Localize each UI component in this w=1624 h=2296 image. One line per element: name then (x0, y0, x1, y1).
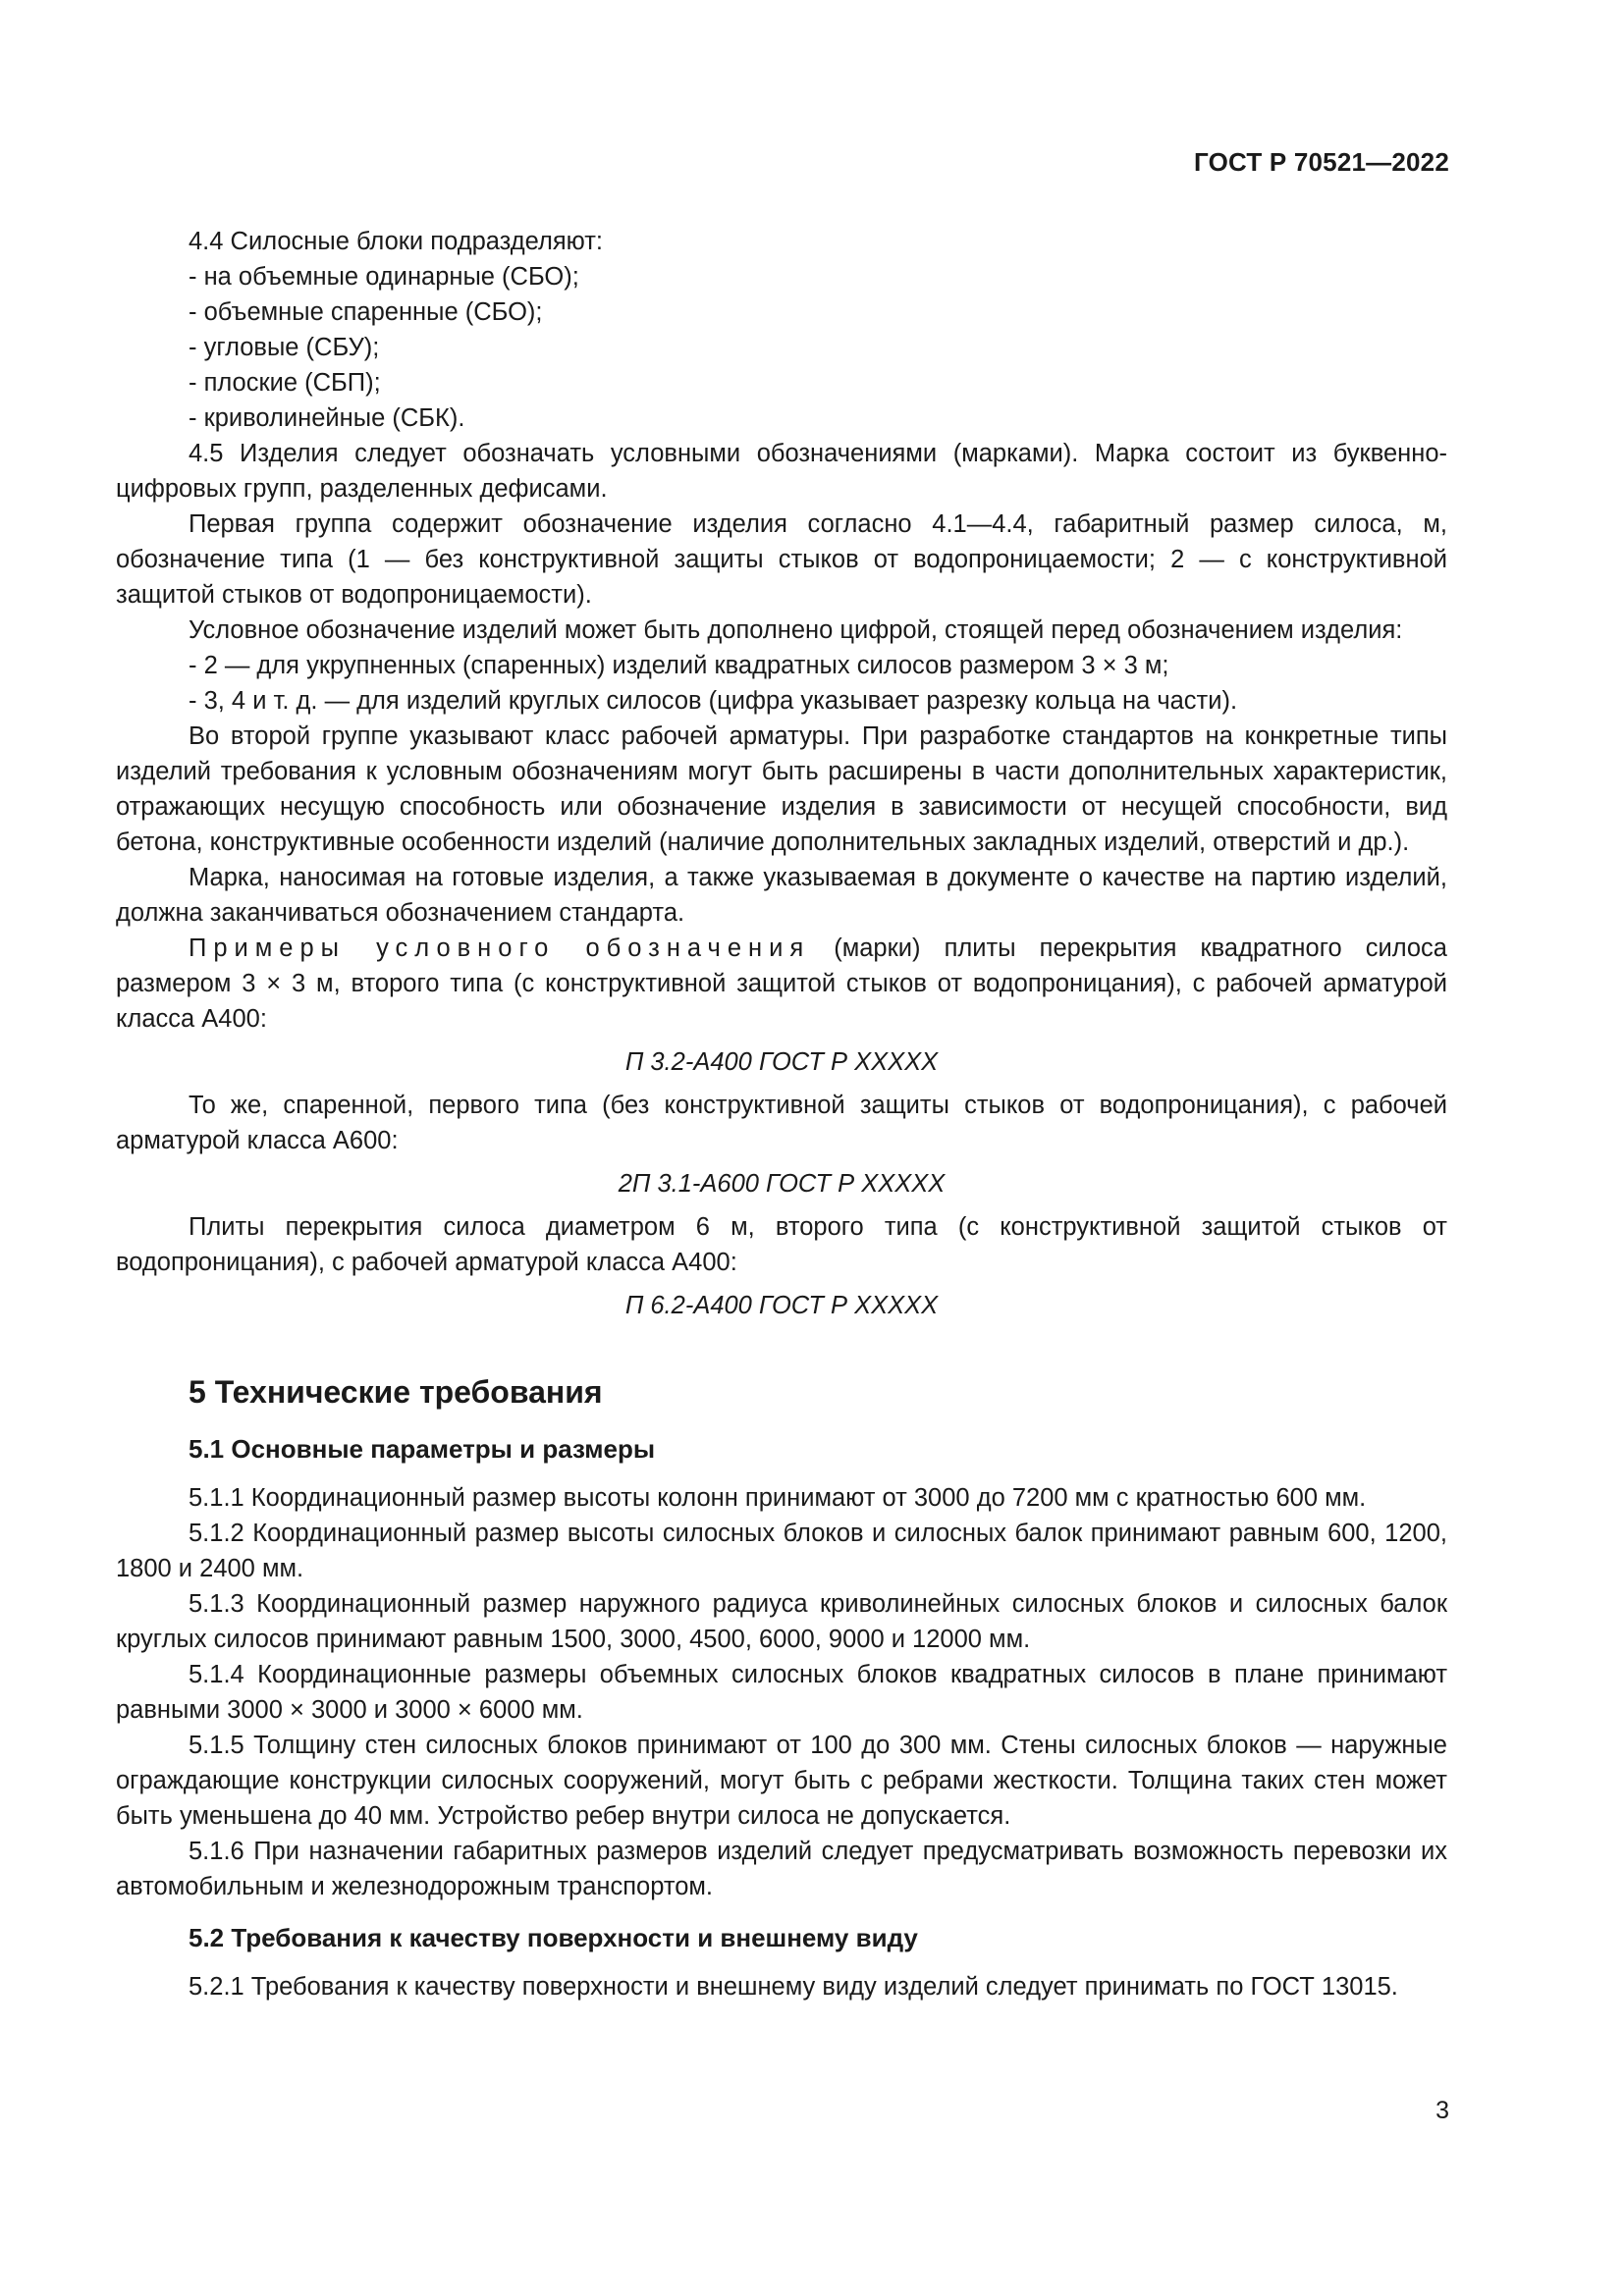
clause-paragraph: 5.1.4 Координационные размеры объемных силосных блоков квадратных силосов в плане принимают равными 3000 × 3000 и 3000 × 6000 мм. (116, 1661, 1447, 1724)
paragraph: То же, спаренной, первого типа (без конструктивной защиты стыков от водопроницания), с рабочей арматурой класса А600: (116, 1092, 1447, 1154)
paragraph: Условное обозначение изделий может быть дополнено цифрой, стоящей перед обозначением изделия: (189, 616, 1403, 644)
clause-paragraph: 5.1.1 Координационный размер высоты колонн принимают от 3000 до 7200 мм с кратностью 600 мм. (189, 1484, 1367, 1512)
clause-paragraph: 5.2.1 Требования к качеству поверхности и внешнему виду изделий следует принимать по ГОСТ 13015. (189, 1973, 1398, 2001)
paragraph: Первая группа содержит обозначение изделия согласно 4.1—4.4, габаритный размер силоса, м, обозначение типа (1 — без конструктивной защиты стыков от водопроницаемости; 2 — с конструктивной защитой стыков от водопроницаемости). (116, 510, 1447, 609)
paragraph: Во второй группе указывают класс рабочей арматуры. При разработке стандартов на конкретные типы изделий требования к условным обозначениям могут быть расширены в части дополнительных характеристик, отражающих несущую способность или обозначение изделия в зависимости от несущей способности, вид бетона, конструктивные особенности изделий (наличие дополнительных закладных изделий, отверстий и др.). (116, 722, 1447, 856)
designation-example: П 3.2-А400 ГОСТ Р XXXXX (624, 1048, 939, 1076)
page-number: 3 (1435, 2097, 1449, 2124)
paragraph: Плиты перекрытия силоса диаметром 6 м, второго типа (с конструктивной защитой стыков от водопроницания), с рабочей арматурой класса А400: (116, 1213, 1447, 1276)
example-text: (марки) плиты перекрытия квадратного силоса размером 3 × 3 м, второго типа (с конструктивной защитой стыков от водопроницания), с рабочей арматурой класса А400: (116, 934, 1447, 1033)
list-item: - на объемные одинарные (СБО); (189, 263, 579, 291)
clause-paragraph: 5.1.5 Толщину стен силосных блоков принимают от 100 до 300 мм. Стены силосных блоков — наружные ограждающие конструкции силосных сооружений, могут быть с ребрами жесткости. Толщина таких стен может быть уменьшена до 40 мм. Устройство ребер внутри силоса не допускается. (116, 1732, 1447, 1830)
list-item: - плоские (СБП); (189, 369, 381, 397)
clause-paragraph: 5.1.2 Координационный размер высоты силосных блоков и силосных балок принимают равным 600, 1200, 1800 и 2400 мм. (116, 1520, 1447, 1582)
subsection-title: 5.1 Основные параметры и размеры (189, 1434, 656, 1464)
list-item: - 2 — для укрупненных (спаренных) изделий квадратных силосов размером 3 × 3 м; (189, 652, 1169, 679)
paragraph: Марка, наносимая на готовые изделия, а также указываемая в документе о качестве на партию изделий, должна заканчиваться обозначением стандарта. (116, 864, 1447, 927)
designation-example: 2П 3.1-А600 ГОСТ Р XXXXX (618, 1170, 946, 1198)
designation-example: П 6.2-А400 ГОСТ Р XXXXX (624, 1292, 939, 1319)
clause-4-4-intro: 4.4 Силосные блоки подразделяют: (189, 228, 604, 255)
list-item: - криволинейные (СБК). (189, 404, 465, 432)
list-item: - 3, 4 и т. д. — для изделий круглых силосов (цифра указывает разрезку кольца на части). (189, 687, 1238, 715)
clause-paragraph: 5.1.3 Координационный размер наружного радиуса криволинейных силосных блоков и силосных балок круглых силосов принимают равным 1500, 3000, 4500, 6000, 9000 и 12000 мм. (116, 1590, 1447, 1653)
list-item: - угловые (СБУ); (189, 334, 380, 361)
list-item: - объемные спаренные (СБО); (189, 298, 543, 326)
example-lead: Примеры условного обозначения (189, 934, 811, 962)
section-title: 5 Технические требования (189, 1374, 603, 1410)
example-paragraph (116, 931, 1447, 1037)
clause-4-5-paragraph: 4.5 Изделия следует обозначать условными обозначениями (марками). Марка состоит из буквенно-цифровых групп, разделенных дефисами. (116, 440, 1447, 503)
standard-header: ГОСТ Р 70521—2022 (1194, 147, 1449, 177)
subsection-title: 5.2 Требования к качеству поверхности и внешнему виду (189, 1923, 918, 1952)
clause-paragraph: 5.1.6 При назначении габаритных размеров изделий следует предусматривать возможность перевозки их автомобильным и железнодорожным транспортом. (116, 1838, 1447, 1900)
page-content (116, 224, 1447, 2004)
